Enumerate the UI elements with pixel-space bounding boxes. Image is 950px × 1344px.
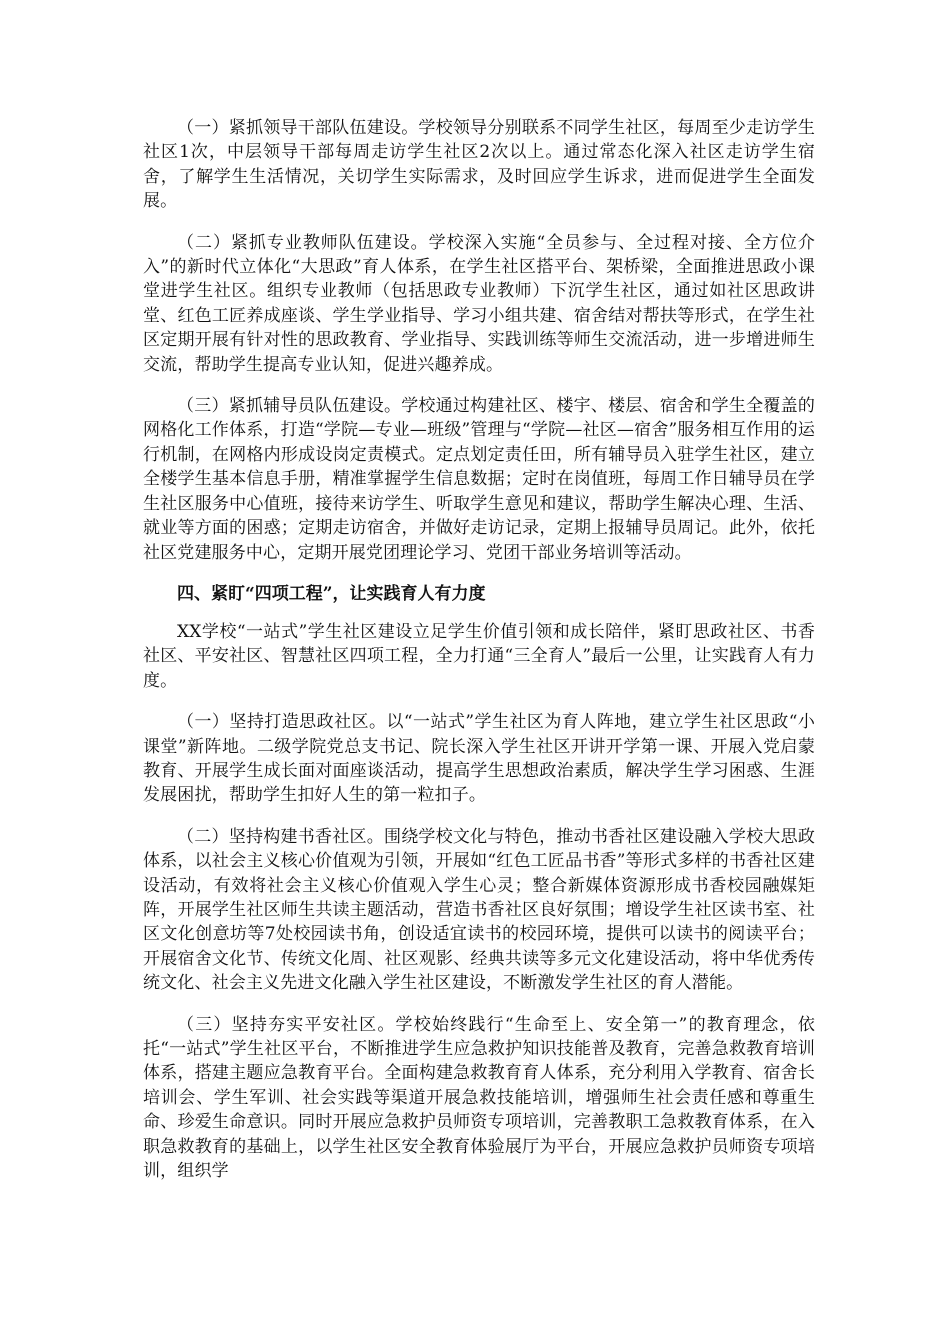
document-page (143, 116, 815, 1200)
paragraph-teacher-team: （二）紧抓专业教师队伍建设。学校深入实施“全员参与、全过程对接、全方位介入”的新时代立体化“大思政”育人体系，在学生社区搭平台、架桥梁，全面推进思政小课堂进学生社区。组织专业教师（包括思政专业教师）下沉学生社区，通过如社区思政讲堂、红色工匠养成座谈、学生学业指导、学习小组共建、宿舍结对帮扶等形式，在学生社区定期开展有针对性的思政教育、学业指导、实践训练等师生交流活动，进一步增进师生交流，帮助学生提高专业认知，促进兴趣养成。 (143, 232, 815, 375)
paragraph-leader-team: （一）紧抓领导干部队伍建设。学校领导分别联系不同学生社区，每周至少走访学生社区1次，中层领导干部每周走访学生社区2次以上。通过常态化深入社区走访学生宿舍，了解学生生活情况，关切学生实际需求，及时回应学生诉求，进而促进学生全面发展。 (143, 118, 815, 212)
paragraph-counselor-team: （三）紧抓辅导员队伍建设。学校通过构建社区、楼宇、楼层、宿舍和学生全覆盖的网格化工作体系，打造“学院—专业—班级”管理与“学院—社区—宿舍”服务相互作用的运行机制，在网格内形成设岗定责模式。定点划定责任田，所有辅导员入驻学生社区，建立全楼学生基本信息手册，精准掌握学生信息数据；定时在岗值班，每周工作日辅导员在学生社区服务中心值班，接待来访学生、听取学生意见和建议，帮助学生解决心理、生活、就业等方面的困惑；定期走访宿舍，并做好走访记录，定期上报辅导员周记。此外，依托社区党建服务中心，定期开展党团理论学习、党团干部业务培训等活动。 (143, 396, 815, 563)
paragraph-safe-community: （三）坚持夯实平安社区。学校始终践行“生命至上、安全第一”的教育理念，依托“一站式”学生社区平台，不断推进学生应急救护知识技能普及教育，完善急救教育培训体系，搭建主题应急教育平台。全面构建急救教育育人体系，充分利用入学教育、宿舍长培训会、学生军训、社会实践等渠道开展急救技能培训，增强师生社会责任感和尊重生命、珍爱生命意识。同时开展应急救护员师资专项培训，完善教职工急救教育体系，在入职急救教育的基础上，以学生社区安全教育体验展厅为平台，开展应急救护员师资专项培训，组织学 (143, 1014, 815, 1182)
section-heading-four: 四、紧盯“四项工程”，让实践育人有力度 (177, 583, 486, 604)
paragraph-intro-four-projects: XX学校“一站式”学生社区建设立足学生价值引领和成长陪伴，紧盯思政社区、书香社区、平安社区、智慧社区四项工程，全力打通“三全育人”最后一公里，让实践育人有力度。 (143, 621, 815, 691)
paragraph-book-community: （二）坚持构建书香社区。围绕学校文化与特色，推动书香社区建设融入学校大思政体系，以社会主义核心价值观为引领，开展如“红色工匠品书香”等形式多样的书香社区建设活动，有效将社会主义核心价值观入学生心灵；整合新媒体资源形成书香校园融媒矩阵，开展学生社区师生共读主题活动，营造书香社区良好氛围；增设学生社区读书室、社区文化创意坊等7处校园读书角，创设适宜读书的校园环境，提供可以读书的阅读平台；开展宿舍文化节、传统文化周、社区观影、经典共读等多元文化建设活动，将中华优秀传统文化、社会主义先进文化融入学生社区建设，不断激发学生社区的育人潜能。 (143, 826, 815, 994)
paragraph-ideological-community: （一）坚持打造思政社区。以“一站式”学生社区为育人阵地，建立学生社区思政“小课堂”新阵地。二级学院党总支书记、院长深入学生社区开讲开学第一课、开展入党启蒙教育、开展学生成长面对面座谈活动，提高学生思想政治素质，解决学生学习困惑、生涯发展困扰，帮助学生扣好人生的第一粒扣子。 (143, 712, 815, 806)
